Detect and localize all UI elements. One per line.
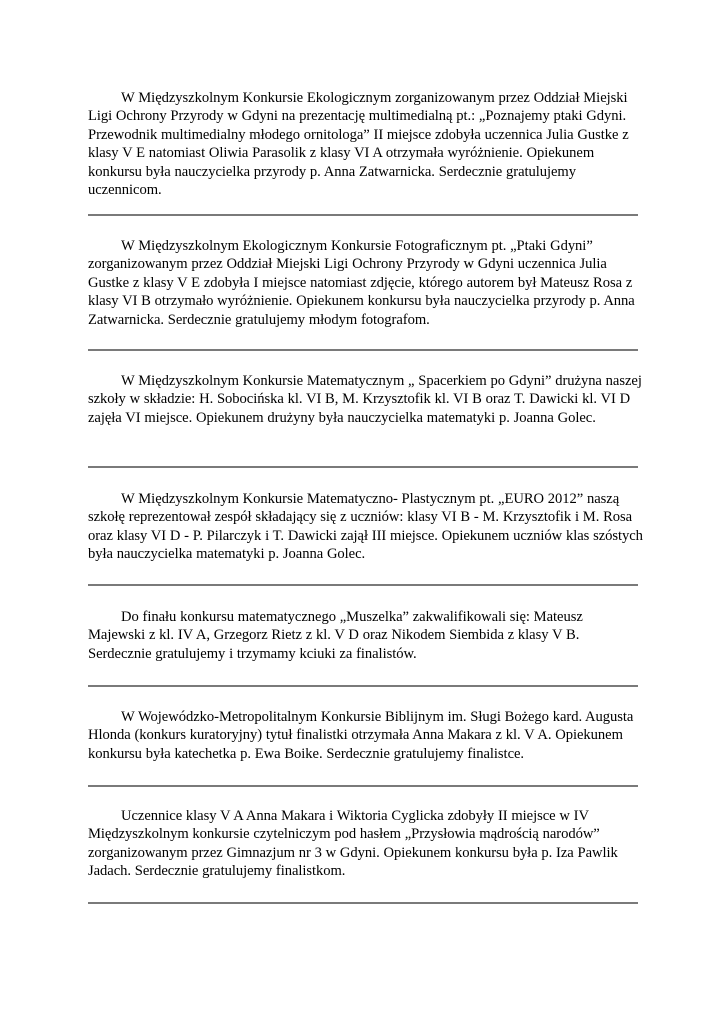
- separator-line: [88, 466, 638, 468]
- news-paragraph-7: Uczennice klasy V A Anna Makara i Wiktoria Cyglicka zdobyły II miejsce w IV Międzyszkolnym konkursie czytelniczym pod hasłem „Przysłowia mądrością narodów” zorganizowanym przez Gimnazjum nr 3 w Gdyni. Opiekunem konkursu była p. Iza Pawlik Jadach. Serdecznie gratulujemy finalistkom.: [88, 808, 618, 880]
- news-paragraph-5: Do finału konkursu matematycznego „Muszelka” zakwalifikowali się: Mateusz Majewski z kl. IV A, Grzegorz Rietz z kl. V D oraz Nikodem Siembida z klasy V B. Serdecznie gratulujemy i trzymamy kciuki za finalistów.: [88, 609, 583, 662]
- separator-line: [88, 584, 638, 586]
- news-paragraph-1: W Międzyszkolnym Konkursie Ekologicznym zorganizowanym przez Oddział Miejski Ligi Ochrony Przyrody w Gdyni na prezentację multimedialną pt.: „Poznajemy ptaki Gdyni. Przewodnik multimedialny młodego ornitologa” II miejsce zdobyła uczennica Julia Gustke z klasy V E natomiast Oliwia Parasolik z klasy VI A otrzymała wyróżnienie. Opiekunem konkursu była nauczycielka przyrody p. Anna Zatwarnicka. Serdecznie gratulujemy uczennicom.: [88, 90, 629, 199]
- separator-line: [88, 214, 638, 216]
- news-paragraph-6: W Wojewódzko-Metropolitalnym Konkursie Biblijnym im. Sługi Bożego kard. Augusta Hlonda (konkurs kuratoryjny) tytuł finalistki otrzymała Anna Makara z kl. V A. Opiekunem konkursu była katechetka p. Ewa Boike. Serdecznie gratulujemy finalistce.: [88, 709, 634, 762]
- news-paragraph-2: W Międzyszkolnym Ekologicznym Konkursie Fotograficznym pt. „Ptaki Gdyni” zorganizowanym przez Oddział Miejski Ligi Ochrony Przyrody w Gdyni uczennica Julia Gustke z klasy V E zdobyła I miejsce natomiast zdjęcie, którego autorem był Mateusz Rosa z klasy VI B otrzymało wyróżnienie. Opiekunem konkursu była nauczycielka przyrody p. Anna Zatwarnicka. Serdecznie gratulujemy młodym fotografom.: [88, 238, 635, 328]
- separator-line: [88, 349, 638, 351]
- separator-line: [88, 902, 638, 904]
- news-paragraph-4: W Międzyszkolnym Konkursie Matematyczno- Plastycznym pt. „EURO 2012” naszą szkołę reprezentował zespół składający się z uczniów: klasy VI B - M. Krzysztofik i M. Rosa oraz klasy VI D - P. Pilarczyk i T. Dawicki zajął III miejsce. Opiekunem uczniów klas szóstych była nauczycielka matematyki p. Joanna Golec.: [88, 491, 643, 563]
- news-paragraph-3: W Międzyszkolnym Konkursie Matematycznym „ Spacerkiem po Gdyni” drużyna naszej szkoły w składzie: H. Sobocińska kl. VI B, M. Krzysztofik kl. VI B oraz T. Dawicki kl. VI D zajęła VI miejsce. Opiekunem drużyny była nauczycielka matematyki p. Joanna Golec.: [88, 373, 642, 426]
- separator-line: [88, 685, 638, 687]
- separator-line: [88, 785, 638, 787]
